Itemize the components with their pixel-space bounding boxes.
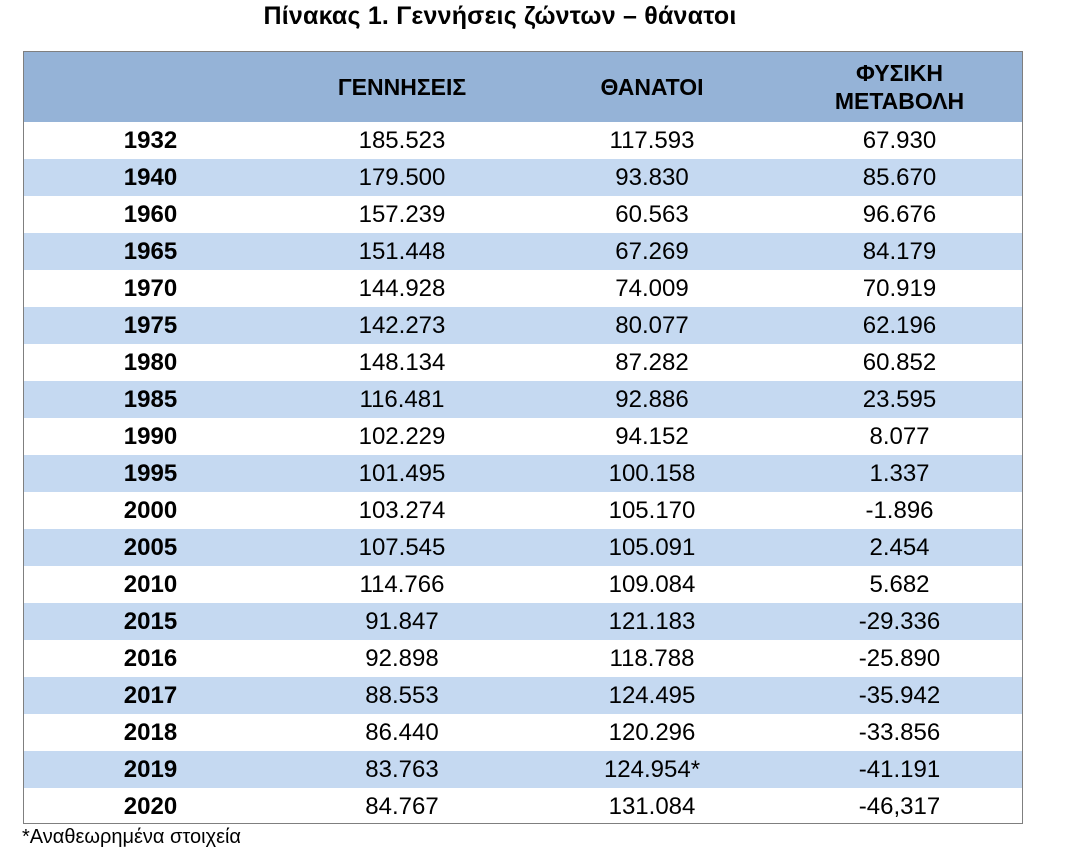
cell-deaths: 124.954*	[603, 755, 701, 783]
table-row	[24, 233, 1022, 270]
header-natural-change-line1: ΦΥΣΙΚΗ	[855, 60, 943, 86]
cell-births: 91.847	[365, 607, 439, 635]
cell-natural-change: -1.896	[865, 496, 934, 524]
cell-births: 92.898	[365, 644, 439, 672]
cell-births: 151.448	[358, 237, 446, 265]
cell-deaths: 67.269	[615, 237, 689, 265]
cell-natural-change: 84.179	[862, 237, 937, 265]
table-row	[24, 751, 1022, 788]
cell-year: 1965	[123, 237, 178, 265]
cell-natural-change: -33.856	[858, 718, 941, 746]
table-body	[24, 122, 1022, 825]
table-title: Πίνακας 1. Γεννήσεις ζώντων – θάνατοι	[263, 2, 737, 30]
cell-year: 2010	[123, 570, 178, 598]
cell-year: 1970	[123, 274, 178, 302]
cell-births: 179.500	[358, 163, 446, 191]
cell-births: 83.763	[365, 755, 439, 783]
cell-deaths: 117.593	[609, 126, 695, 154]
cell-deaths: 105.091	[608, 533, 696, 561]
header-year	[24, 52, 277, 122]
table-row	[24, 492, 1022, 529]
table-row	[24, 122, 1022, 159]
cell-natural-change: 96.676	[862, 200, 937, 228]
cell-births: 86.440	[365, 718, 439, 746]
cell-year: 2000	[123, 496, 178, 524]
cell-births: 114.766	[359, 570, 445, 598]
cell-deaths: 121.183	[608, 607, 696, 635]
table-row	[24, 270, 1022, 307]
cell-deaths: 74.009	[615, 274, 689, 302]
cell-births: 185.523	[358, 126, 446, 154]
table-row	[24, 455, 1022, 492]
table-row	[24, 640, 1022, 677]
cell-year: 1990	[123, 422, 178, 450]
cell-natural-change: 23.595	[862, 385, 937, 413]
cell-year: 2019	[123, 755, 178, 783]
table-row	[24, 788, 1022, 825]
cell-births: 144.928	[358, 274, 446, 302]
table-header	[24, 52, 1022, 122]
cell-natural-change: 2.454	[869, 533, 930, 561]
cell-births: 116.481	[359, 385, 445, 413]
cell-natural-change: 85.670	[862, 163, 937, 191]
table-row	[24, 381, 1022, 418]
cell-deaths: 93.830	[615, 163, 689, 191]
cell-births: 148.134	[358, 348, 446, 376]
cell-deaths: 94.152	[615, 422, 689, 450]
cell-year: 1960	[123, 200, 178, 228]
cell-natural-change: 60.852	[862, 348, 937, 376]
cell-natural-change: -35.942	[858, 681, 941, 709]
cell-births: 101.495	[358, 459, 446, 487]
footnote: *Αναθεωρημένα στοιχεία	[22, 826, 241, 848]
cell-deaths: 131.084	[608, 792, 696, 820]
cell-year: 1985	[123, 385, 178, 413]
cell-births: 142.273	[358, 311, 446, 339]
cell-deaths: 80.077	[615, 311, 689, 339]
header-natural-change-line2: ΜΕΤΑΒΟΛΗ	[834, 88, 965, 114]
table-row	[24, 566, 1022, 603]
cell-births: 107.545	[358, 533, 446, 561]
cell-natural-change: -25.890	[858, 644, 941, 672]
cell-year: 2017	[123, 681, 178, 709]
cell-deaths: 105.170	[608, 496, 696, 524]
cell-natural-change: 1.337	[869, 459, 930, 487]
header-births: ΓΕΝΝΗΣΕΙΣ	[337, 74, 467, 100]
cell-natural-change: -29.336	[858, 607, 941, 635]
cell-natural-change: -41.191	[858, 755, 941, 783]
cell-year: 2016	[123, 644, 178, 672]
table-row	[24, 529, 1022, 566]
cell-deaths: 60.563	[615, 200, 689, 228]
cell-natural-change: 67.930	[862, 126, 937, 154]
cell-births: 84.767	[365, 792, 439, 820]
cell-year: 1975	[123, 311, 178, 339]
cell-deaths: 109.084	[608, 570, 696, 598]
cell-year: 2018	[123, 718, 178, 746]
header-deaths: ΘΑΝΑΤΟΙ	[600, 74, 704, 100]
cell-natural-change: 70.919	[862, 274, 937, 302]
cell-year: 1980	[123, 348, 178, 376]
cell-natural-change: 5.682	[869, 570, 930, 598]
cell-deaths: 124.495	[608, 681, 696, 709]
cell-births: 88.553	[365, 681, 439, 709]
table-row	[24, 344, 1022, 381]
table-row	[24, 677, 1022, 714]
cell-deaths: 92.886	[615, 385, 689, 413]
header-natural-change	[777, 52, 1022, 122]
table-row	[24, 714, 1022, 751]
table-row	[24, 159, 1022, 196]
cell-births: 103.274	[358, 496, 446, 524]
cell-births: 102.229	[358, 422, 446, 450]
cell-deaths: 118.788	[609, 644, 695, 672]
cell-year: 2015	[123, 607, 178, 635]
cell-year: 2020	[123, 792, 178, 820]
cell-deaths: 100.158	[608, 459, 696, 487]
cell-year: 1932	[123, 126, 178, 154]
births-deaths-table	[23, 51, 1023, 824]
cell-deaths: 120.296	[608, 718, 696, 746]
table-row	[24, 603, 1022, 640]
cell-year: 1995	[123, 459, 178, 487]
cell-natural-change: -46,317	[858, 792, 941, 820]
table-row	[24, 196, 1022, 233]
cell-births: 157.239	[358, 200, 446, 228]
cell-year: 2005	[123, 533, 178, 561]
cell-natural-change: 62.196	[862, 311, 937, 339]
cell-year: 1940	[123, 163, 178, 191]
table-row	[24, 418, 1022, 455]
cell-deaths: 87.282	[615, 348, 689, 376]
cell-natural-change: 8.077	[869, 422, 930, 450]
table-row	[24, 307, 1022, 344]
